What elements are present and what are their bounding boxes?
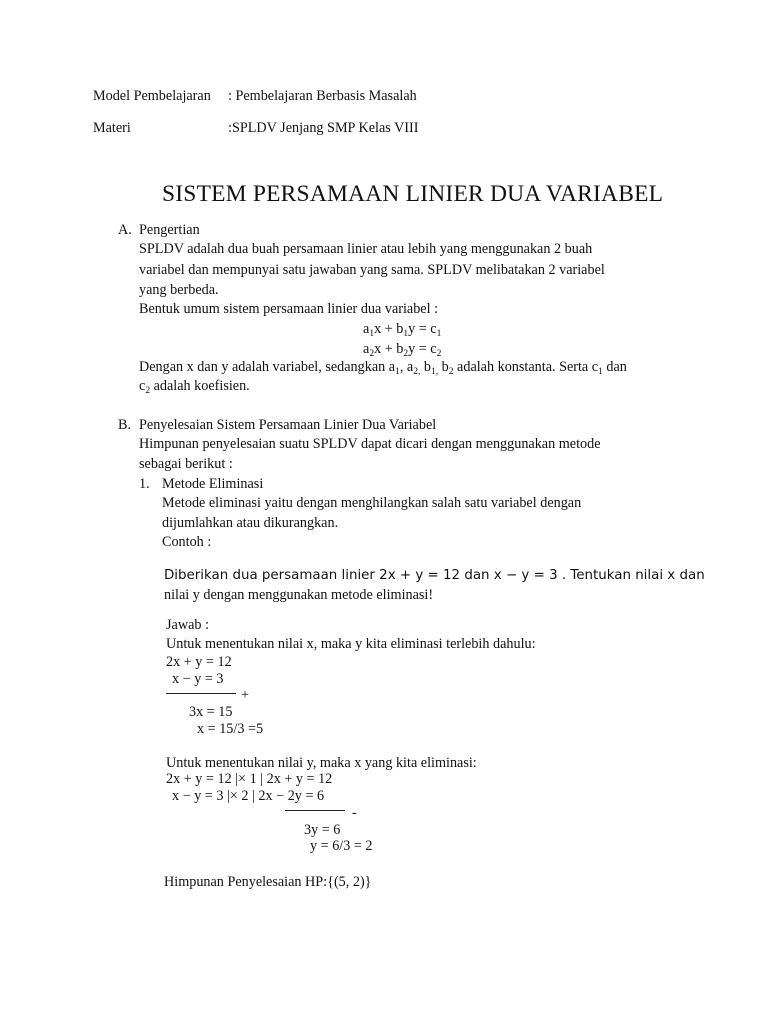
section-b-marker: B. bbox=[118, 417, 132, 433]
x-sum-rule bbox=[166, 693, 236, 694]
general-equation-2: $a_2x + b_2y = c_2$ bbox=[363, 341, 442, 359]
y-sum: 3y = 6 bbox=[304, 822, 341, 838]
section-a-line-3: yang berbeda. bbox=[139, 282, 219, 298]
solution-set: Himpunan Penyelesaian HP:{(5, 2)} bbox=[164, 874, 372, 890]
problem-line-2: nilai y dengan menggunakan metode eliminasi! bbox=[164, 587, 434, 603]
method-name: Metode Eliminasi bbox=[162, 476, 264, 492]
section-a-marker: A. bbox=[118, 222, 132, 238]
y-result: y = 6/3 = 2 bbox=[310, 838, 373, 854]
y-equation-1: 2x + y = 12 |× 1 | 2x + y = 12 bbox=[166, 771, 333, 787]
method-line-2: dijumlahkan atau dikurangkan. bbox=[162, 515, 339, 531]
method-number: 1. bbox=[139, 476, 150, 492]
y-sum-rule bbox=[285, 810, 345, 811]
model-value: : Pembelajaran Berbasis Masalah bbox=[228, 88, 417, 104]
section-b-intro-1: Himpunan penyelesaian suatu SPLDV dapat dicari dengan menggunakan metode bbox=[139, 436, 601, 452]
coefficients-note: $c_2$ adalah koefisien. bbox=[139, 378, 250, 396]
variables-note: Dengan x dan y adalah variabel, sedangkan $a_1$, $a_{2,}$ $b_{1,}$ $b_2$ adalah konstanta. Serta $c_1$ dan bbox=[139, 359, 627, 377]
materi-label: Materi bbox=[93, 120, 131, 136]
x-operator: + bbox=[241, 687, 250, 703]
answer-label: Jawab : bbox=[166, 617, 209, 633]
x-result: x = 15/3 =5 bbox=[197, 721, 264, 737]
section-a-heading: Pengertian bbox=[139, 222, 200, 238]
y-operator: - bbox=[352, 805, 357, 821]
problem-line-1: Diberikan dua persamaan linier 2x + y = 12 dan x − y = 3 . Tentukan nilai x dan bbox=[164, 568, 705, 583]
step-x-intro: Untuk menentukan nilai x, maka y kita eliminasi terlebih dahulu: bbox=[166, 636, 536, 652]
general-equation-1: $a_1x + b_1y = c_1$ bbox=[363, 321, 442, 339]
materi-value: :SPLDV Jenjang SMP Kelas VIII bbox=[228, 120, 419, 136]
step-y-intro: Untuk menentukan nilai y, maka x yang kita eliminasi: bbox=[166, 755, 477, 771]
section-a-line-2: variabel dan mempunyai satu jawaban yang sama. SPLDV melibatakan 2 variabel bbox=[139, 262, 605, 278]
x-equation-2: x − y = 3 bbox=[172, 671, 224, 687]
section-b-heading: Penyelesaian Sistem Persamaan Linier Dua Variabel bbox=[139, 417, 437, 433]
section-b-intro-2: sebagai berikut : bbox=[139, 456, 233, 472]
method-line-3: Contoh : bbox=[162, 534, 212, 550]
x-sum: 3x = 15 bbox=[189, 704, 233, 720]
model-label: Model Pembelajaran bbox=[93, 88, 211, 104]
method-line-1: Metode eliminasi yaitu dengan menghilangkan salah satu variabel dengan bbox=[162, 495, 582, 511]
section-a-line-4: Bentuk umum sistem persamaan linier dua variabel : bbox=[139, 301, 439, 317]
page-title: SISTEM PERSAMAAN LINIER DUA VARIABEL bbox=[162, 181, 664, 207]
section-a-line-1: SPLDV adalah dua buah persamaan linier atau lebih yang menggunakan 2 buah bbox=[139, 241, 593, 257]
y-equation-2: x − y = 3 |× 2 | 2x − 2y = 6 bbox=[172, 788, 325, 804]
x-equation-1: 2x + y = 12 bbox=[166, 654, 232, 670]
